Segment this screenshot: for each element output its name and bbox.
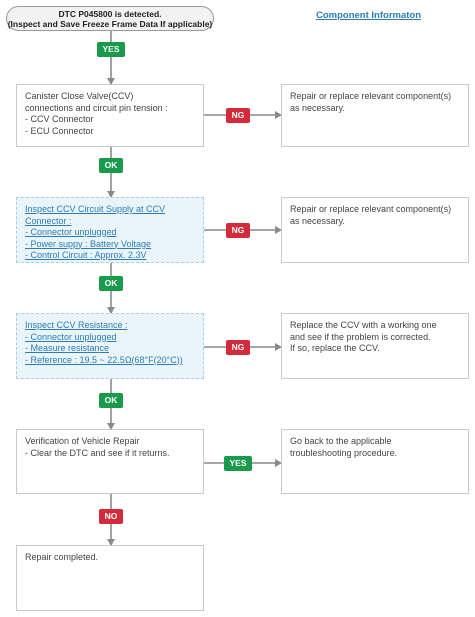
result4-line: Go back to the applicable xyxy=(290,436,392,446)
step-verify-vehicle-repair xyxy=(16,429,204,494)
result1-line: as necessary. xyxy=(290,102,345,113)
ok-badge-step3: OK xyxy=(99,393,123,408)
step2-link[interactable]: Inspect CCV Circuit Supply at CCV xyxy=(25,204,166,214)
result2-line: as necessary. xyxy=(290,215,345,226)
result2-line: Repair or replace relevant component(s) xyxy=(290,204,452,214)
no-badge-step4: NO xyxy=(99,509,123,524)
step2-link[interactable]: Connector : xyxy=(25,215,72,226)
step3-link[interactable]: - Connector unplugged xyxy=(25,331,117,342)
result-go-back-troubleshooting xyxy=(281,429,469,494)
start-line-2: (Inspect and Save Freeze Frame Data If applicable) xyxy=(7,19,213,29)
step5-line: Repair completed. xyxy=(25,552,99,562)
component-information-link[interactable]: Component Informaton xyxy=(316,10,422,21)
ng-badge-step1: NG xyxy=(226,108,250,123)
step4-line: Verification of Vehicle Repair xyxy=(25,436,140,446)
ok-badge-step2: OK xyxy=(99,276,123,291)
step1-line: - ECU Connector xyxy=(25,125,94,136)
yes-badge-step4: YES xyxy=(224,456,252,471)
step3-link[interactable]: - Measure resistance xyxy=(25,343,110,353)
step2-link[interactable]: - Connector unplugged xyxy=(25,227,117,237)
step1-line: Canister Close Valve(CCV) xyxy=(25,91,134,101)
result3-line: Replace the CCV with a working one xyxy=(290,320,437,330)
result4-line: troubleshooting procedure. xyxy=(290,447,398,458)
start-line-1: DTC P045800 is detected. xyxy=(58,9,162,19)
result-replace-ccv xyxy=(281,313,469,379)
result-repair-replace-1 xyxy=(281,84,469,147)
step1-line: connections and circuit pin tension : xyxy=(25,102,168,113)
step-check-ccv-connections xyxy=(16,84,204,147)
step2-link[interactable]: - Control Circuit : Approx. 2.3V xyxy=(25,250,147,260)
step4-line: - Clear the DTC and see if it returns. xyxy=(25,447,170,458)
ok-badge-step1: OK xyxy=(99,158,123,173)
yes-badge-start: YES xyxy=(97,42,125,57)
step3-link[interactable]: - Reference : 19.5 ~ 22.5Ω(68°F(20°C)) xyxy=(25,354,183,365)
result3-line: If so, replace the CCV. xyxy=(290,343,380,353)
start-node xyxy=(6,6,214,31)
ng-badge-step2: NG xyxy=(226,223,250,238)
result3-line: and see if the problem is corrected. xyxy=(290,331,431,342)
result-repair-replace-2 xyxy=(281,197,469,263)
step-inspect-ccv-circuit-supply xyxy=(16,197,204,263)
step2-link[interactable]: - Power suppy : Battery Voltage xyxy=(25,238,152,249)
step3-link[interactable]: Inspect CCV Resistance : xyxy=(25,320,128,330)
step-inspect-ccv-resistance xyxy=(16,313,204,379)
result1-line: Repair or replace relevant component(s) xyxy=(290,91,452,101)
ng-badge-step3: NG xyxy=(226,340,250,355)
step1-line: - CCV Connector xyxy=(25,114,94,124)
step-repair-completed xyxy=(16,545,204,611)
